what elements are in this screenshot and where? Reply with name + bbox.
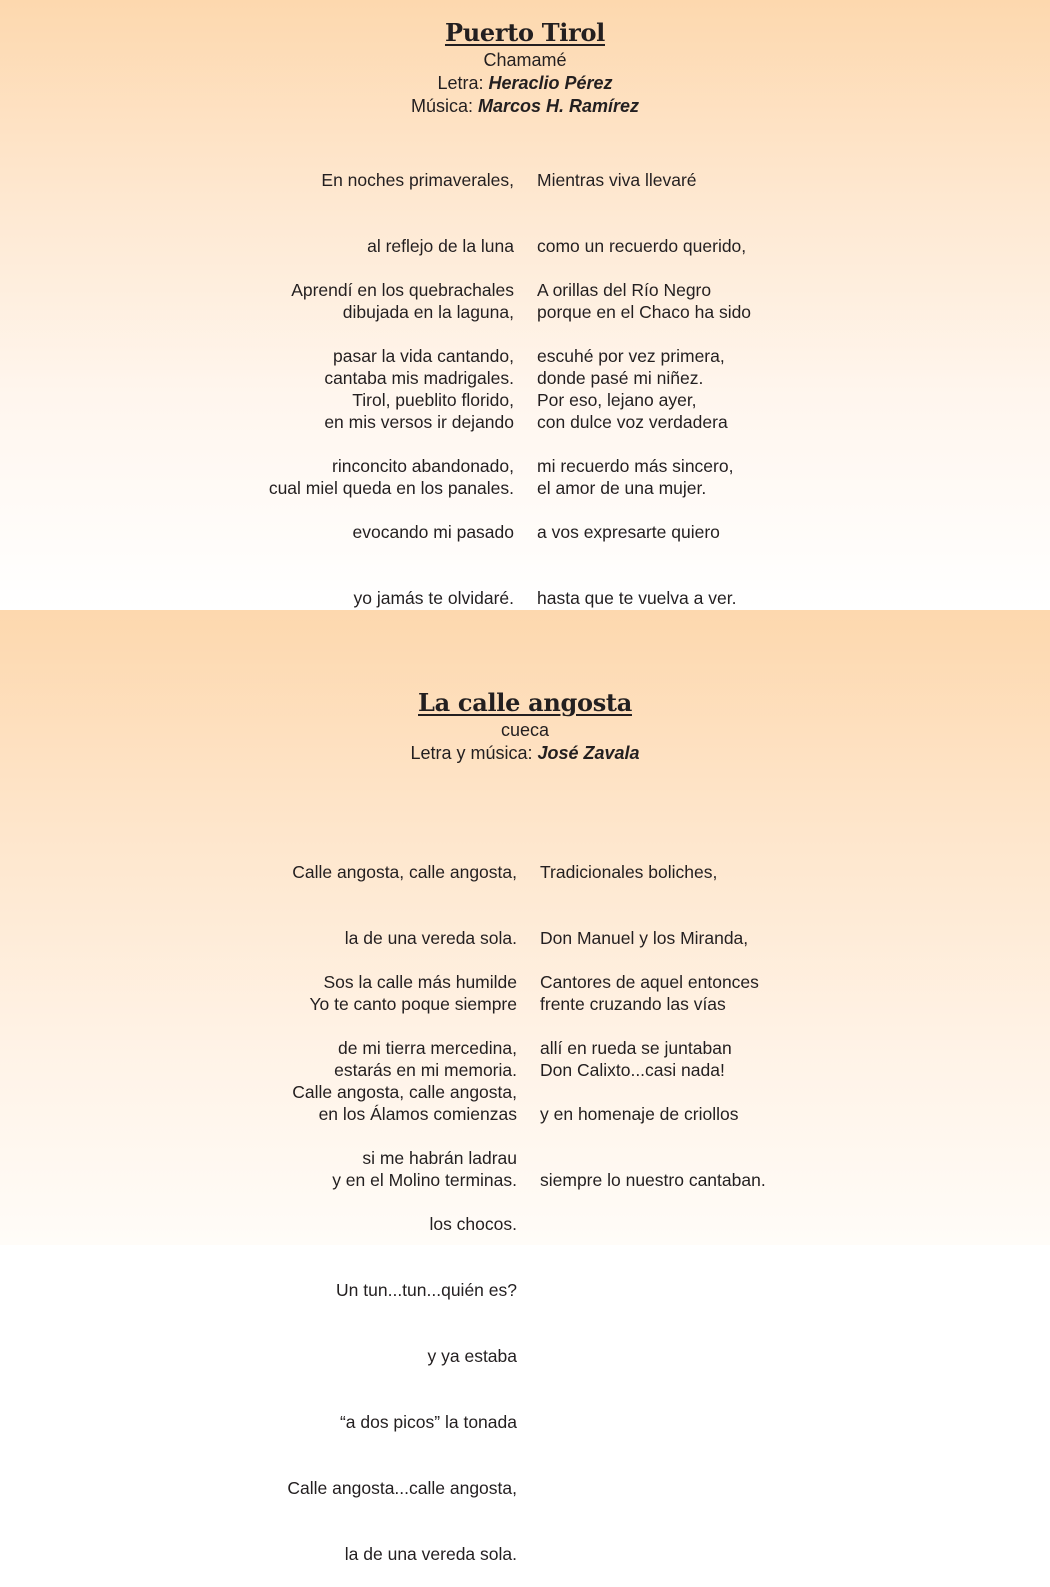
verse-line: la de una vereda sola. [344, 1544, 517, 1564]
verse-line: rinconcito abandonado, [332, 456, 514, 476]
stanza [332, 345, 514, 631]
verse-line: Por eso, lejano ayer, [537, 390, 697, 410]
verse-line: siempre lo nuestro cantaban. [540, 1170, 766, 1190]
verse-line: Cantores de aquel entonces [540, 972, 759, 992]
verse-line: Tradicionales boliches, [540, 862, 718, 882]
song-genre: cueca [500, 720, 550, 740]
verse-line: evocando mi pasado [352, 522, 514, 542]
stanza [537, 345, 736, 631]
lyrics-credit [0, 72, 1050, 95]
verse-line: hasta que te vuelva a ver. [537, 588, 737, 608]
song-title: Puerto Tirol [444, 18, 605, 47]
song-credit [0, 742, 1050, 765]
verse-line: los chocos. [429, 1214, 517, 1234]
verse-line: escuhé por vez primera, [537, 346, 725, 366]
lyrics-label: Letra: [437, 73, 489, 93]
verse-line: frente cruzando las vías [540, 994, 726, 1014]
verse-line: en mis versos ir dejando [324, 412, 514, 432]
credit-label: Letra y música: [410, 743, 538, 763]
verse-line: A orillas del Río Negro [537, 280, 712, 300]
verse-line: con dulce voz verdadera [537, 412, 728, 432]
verse-line: donde pasé mi niñez. [537, 368, 704, 388]
verse-line: cantaba mis madrigales. [324, 368, 514, 388]
verse-line: estarás en mi memoria. [334, 1060, 517, 1080]
verse-line: en los Álamos comienzas [318, 1104, 517, 1124]
verse-line: cual miel queda en los panales. [268, 478, 514, 498]
verse-line: Calle angosta, calle angosta, [292, 1082, 517, 1102]
verse-line: porque en el Chaco ha sido [537, 302, 752, 322]
credit-author: José Zavala [537, 743, 640, 763]
verse-line: pasar la vida cantando, [333, 346, 514, 366]
verse-line: de mi tierra mercedina, [338, 1038, 517, 1058]
verse-line: Don Manuel y los Miranda, [540, 928, 749, 948]
verse-line: Un tun...tun...quién es? [336, 1280, 517, 1300]
verse-line: Tirol, pueblito florido, [352, 390, 514, 410]
verse-line: al reflejo de la luna [367, 236, 514, 256]
verse-line: Calle angosta, calle angosta, [292, 862, 517, 882]
stanza [540, 927, 766, 1213]
verse-line: “a dos picos” la tonada [339, 1412, 517, 1432]
verse-line: Calle angosta...calle angosta, [287, 1478, 517, 1498]
verse-line: Don Calixto...casi nada! [540, 1060, 725, 1080]
music-label: Música: [410, 96, 478, 116]
verse-line: yo jamás te olvidaré. [353, 588, 514, 608]
song-title: La calle angosta [418, 688, 632, 717]
music-author: Marcos H. Ramírez [477, 96, 640, 116]
verse-line: y en el Molino terminas. [332, 1170, 517, 1190]
verse-line: allí en rueda se juntaban [540, 1038, 732, 1058]
lyrics-author: Heraclio Pérez [488, 73, 613, 93]
verse-line: En noches primaverales, [321, 170, 514, 190]
verse-line: Sos la calle más humilde [323, 972, 517, 992]
stanza [287, 1037, 517, 1587]
verse-line: la de una vereda sola. [344, 928, 517, 948]
verse-line: como un recuerdo querido, [537, 236, 747, 256]
song-genre: Chamamé [483, 50, 567, 70]
verse-line: mi recuerdo más sincero, [537, 456, 734, 476]
verse-line: Mientras viva llevaré [537, 170, 697, 190]
verse-line: si me habrán ladrau [362, 1148, 517, 1168]
verse-line: Yo te canto poque siempre [309, 994, 517, 1014]
verse-line: el amor de una mujer. [537, 478, 707, 498]
verse-line: y ya estaba [427, 1346, 517, 1366]
verse-line: a vos expresarte quiero [537, 522, 720, 542]
verse-line: dibujada en la laguna, [342, 302, 514, 322]
music-credit [0, 95, 1050, 118]
verse-line: y en homenaje de criollos [540, 1104, 739, 1124]
verse-line: Aprendí en los quebrachales [291, 280, 514, 300]
